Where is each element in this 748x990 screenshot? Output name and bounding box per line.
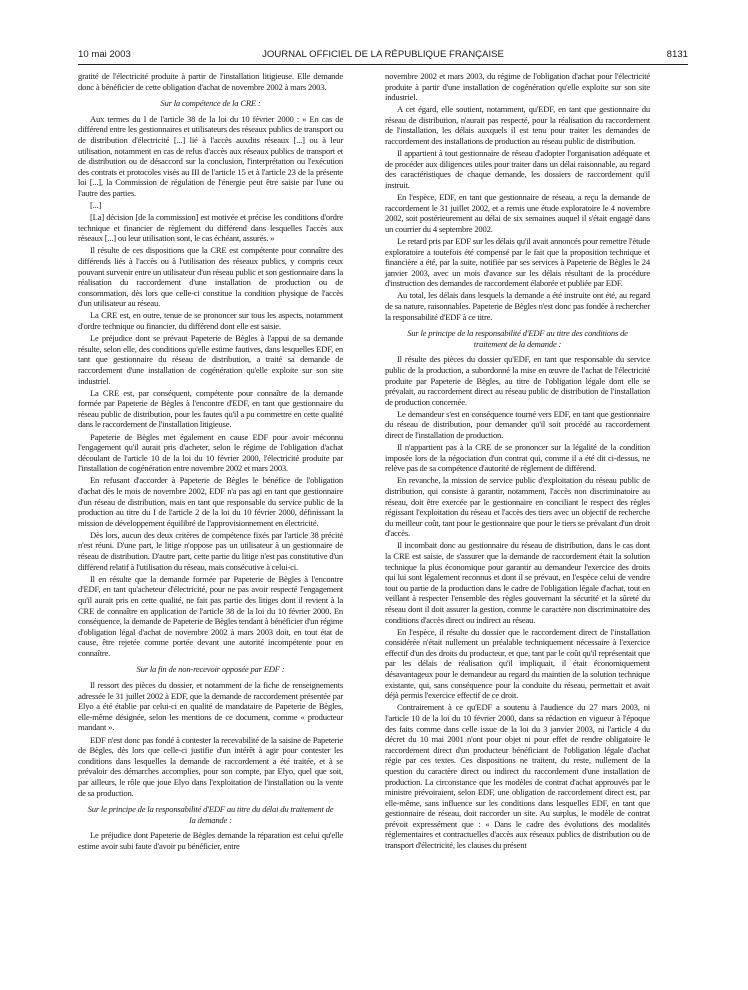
paragraph: Aux termes du I de l'article 38 de la loi du 10 février 2000 : « En cas de différend entre les gestionnaires et utilisateurs des réseaux publics de transport ou de distribution d'électricité [...] lié à l'accès auxdits réseaux [...] ou à leur utilisation, notamment en cas de refus d'accès aux réseaux publics de transport et de distribution ou de désaccord sur la conclusion, l'interprétation ou l'exécution des contrats et protocoles visés au III de l'article 15 et à l'article 23 de la présente loi [...], la Commission de régulation de l'énergie peut être saisie par l'une ou l'autre des parties.	[78, 113, 343, 198]
paragraph: Papeterie de Bègles met également en cause EDF pour avoir méconnu l'engagement qu'il aurait pris d'acheter, selon le régime de l'obligation d'achat découlant de l'article 10 de la loi du 10 février 2000, l'électricité produite par l'installation de cogénération entre novembre 2002 et mars 2003.	[78, 431, 343, 474]
section-heading: Sur le principe de la responsabilité d'EDF au titre des conditions de traitement de la demande :	[407, 328, 628, 349]
paragraph: Contrairement à ce qu'EDF a soutenu à l'audience du 27 mars 2003, ni l'article 10 de la loi du 10 février 2000, dans sa rédaction en vigueur à l'époque des faits comme dans celle issue de la loi du 3 janvier 2003, ni l'article 4 du décret du 10 mai 2001 n'ont pour objet ni pour effet de rendre obligatoire le raccordement direct d'un producteur bénéficiant de l'obligation légale d'achat régie par ces textes. Ces dispositions ne traitent, du reste, nullement de la question du caractère direct ou indirect du raccordement d'une installation de production. La circonstance que les modèles de contrat d'achat approuvés par le ministre prévoiraient, selon EDF, une obligation de raccordement direct est, par elle-même, sans influence sur les conditions dans lesquelles EDF, en tant que gestionnaire de réseau, doit raccorder un site. Au surplus, le modèle de contrat prévoit expressément que : « Dans le cadre des évolutions des modalités réglementaires et contractuelles d'accès aux réseaux publics de distribution ou de transport d'électricité, les clauses du présent	[385, 702, 650, 851]
paragraph: Le demandeur s'est en conséquence tourné vers EDF, en tant que gestionnaire du réseau de distribution, pour demander qu'il soit procédé au raccordement direct de l'installation de production.	[385, 408, 650, 440]
paragraph: gratité de l'électricité produite à partir de l'installation litigieuse. Elle demande donc à bénéficier de cette obligation d'achat de novembre 2002 à mars 2003.	[78, 71, 343, 92]
paragraph: Dès lors, aucun des deux critères de compétence fixés par l'article 38 précité n'est réuni. D'une part, le litige n'oppose pas un utilisateur à un gestionnaire de réseau de distribution. D'autre part, cette partie du litige n'est pas constitutive d'un différend relatif à l'utilisation du réseau, mais consécutive à celui-ci.	[78, 529, 343, 572]
running-header	[78, 48, 688, 62]
paragraph: Il n'appartient pas à la CRE de se prononcer sur la légalité de la condition imposée lors de la négociation d'un contrat qui, comme il a été dit ci-dessus, ne relève pas de sa compétence d'autorité de règlement de différend.	[385, 442, 650, 474]
paragraph: [La] décision [de la commission] est motivée et précise les conditions d'ordre technique et financier de règlement du différend dans lesquelles l'accès aux réseaux [...] ou leur utilisation sont, le cas échéant, assurés. »	[78, 212, 343, 244]
paragraph: Le préjudice dont Papeterie de Bègles demande la réparation est celui qu'elle estime avoir subi faute d'avoir pu bénéficier, entre	[78, 830, 343, 851]
right-text-column	[385, 71, 650, 852]
paragraph: Il ressort des pièces du dossier, et notamment de la fiche de renseignements adressée le 31 juillet 2002 à EDF, que la demande de raccordement présentée par Elyo a été établie par celui-ci en qualité de mandataire de Papeterie de Bègles, elle-même désignée, selon les mentions de ce document, comme « producteur mandant ».	[78, 680, 343, 733]
paragraph: Le retard pris par EDF sur les délais qu'il avait annoncés pour remettre l'étude exploratoire a toutefois été compensé par le fait que la proposition technique et financière a été, par la suite, notifiée par ses services à Papeterie de Bègles le 24 janvier 2003, avec un mois d'avance sur les délais résultant de la procédure d'instruction des demandes de raccordement élaborée et publiée par EDF.	[385, 235, 650, 289]
header-page-number: 8131	[666, 49, 688, 60]
header-rule	[78, 64, 688, 65]
paragraph: En l'espèce, EDF, en tant que gestionnaire de réseau, a reçu la demande de raccordement le 31 juillet 2002, et a remis une étude exploratoire le 4 novembre 2002, soit postérieurement au délai de six semaines auquel il s'était engagé dans un courrier du 4 septembre 2002.	[385, 192, 650, 234]
paragraph: La CRE est, en outre, tenue de se prononcer sur tous les aspects, notamment d'ordre technique ou financier, du différend dont elle est saisie.	[78, 310, 343, 332]
paragraph: En revanche, la mission de service public d'exploitation du réseau public de distribution, qui consiste à garantir, notamment, l'accès non discriminatoire au réseau, doit être exercée par le gestionnaire en conciliant le respect des règles régissant l'exploitation du réseau et l'accès des tiers avec un objectif de recherche du meilleur coût, tant pour le gestionnaire que pour le tiers se prévalant d'un droit d'accès.	[385, 475, 650, 539]
paragraph: En refusant d'accorder à Papeterie de Bègles le bénéfice de l'obligation d'achat dès le mois de novembre 2002, EDF n'a pas agi en tant que gestionnaire d'un réseau de distribution, mais en tant que responsable du service public de la production au titre du I de l'article 2 de la loi du 10 février 2000, définissant la mission de développement équilibré de l'approvisionnement en électricité.	[78, 475, 343, 528]
paragraph: [...]	[90, 200, 102, 211]
paragraph: Le préjudice dont se prévaut Papeterie de Bègles à l'appui de sa demande résulte, selon elle, des conditions qu'elle estime fautives, dans lesquelles EDF, en tant que gestionnaire du réseau de distribution, a traité sa demande de raccordement d'une installation de cogénération qu'elle exploite sur son site industriel.	[78, 333, 343, 386]
paragraph: Il appartient à tout gestionnaire de réseau d'adopter l'organisation adéquate et de procéder aux diligences utiles pour traiter dans un délai raisonnable, au regard des caractéristiques de chaque demande, les dossiers de raccordement qu'il instruit.	[385, 148, 650, 190]
header-journal-title: JOURNAL OFFICIEL DE LA RÉPUBLIQUE FRANÇAISE	[262, 49, 504, 60]
paragraph: La CRE est, par conséquent, compétente pour connaître de la demande formée par Papeterie de Bègles à l'encontre d'EDF, en tant que gestionnaire du réseau public de distribution, pour les fautes qu'il a pu commettre en cette qualité dans le raccordement de l'installation litigieuse.	[78, 387, 343, 430]
paragraph: Il résulte de ces dispositions que la CRE est compétente pour connaître des différends liés à l'accès ou à l'utilisation des réseaux publics, y compris ceux pouvant survenir entre un utilisateur d'un réseau public et son gestionnaire dans la réalisation du raccordement d'une installation de production ou de consommation, dès lors que celle-ci constitue la condition physique de l'accès d'un utilisateur au réseau.	[78, 245, 343, 309]
section-heading: Sur la fin de non-recevoir opposée par EDF :	[136, 664, 285, 675]
section-heading: Sur le principe de la responsabilité d'EDF au titre du délai du traitement de la demande :	[87, 804, 334, 825]
left-text-column	[78, 71, 343, 853]
paragraph: Il en résulte que la demande formée par Papeterie de Bègles à l'encontre d'EDF, en tant qu'acheteur d'électricité, pour ne pas avoir respecté l'engagement qu'il aurait pris en cette qualité, ne fait pas partie des litiges dont il revient à la CRE de connaître en application de l'article 38 de la loi du 10 février 2000. En conséquence, la demande de Papeterie de Bègles tendant à bénéficier d'un régime d'obligation légal d'achat de novembre 2002 à mars 2003 doit, en tout état de cause, être rejetée comme portée devant une autorité incompétente pour en connaître.	[78, 573, 343, 658]
paragraph: En l'espèce, il résulte du dossier que le raccordement direct de l'installation considérée n'était nullement un préalable techniquement nécessaire à l'exercice effectif d'un des droits du producteur, et que, tant par le coût qu'il représentait que par les délais de réalisation qu'il impliquait, il était économiquement désavantageux pour le demandeur au regard du maintien de la solution technique existante, qui, sans conséquence pour la conduite du réseau, permettait et avait déjà permis l'exercice effectif de ce droit.	[385, 626, 650, 701]
paragraph: EDF n'est donc pas fondé à contester la recevabilité de la saisine de Papeterie de Bègles, dès lors que celle-ci justifie d'un intérêt à agir pour contester les conditions dans lesquelles la demande de raccordement a été traitée, et à se prévaloir des démarches accomplies, pour son compte, par Elyo, quel que soit, par ailleurs, le rôle que joue Elyo dans l'exploitation de l'installation ou la vente de sa production.	[78, 734, 343, 798]
header-date: 10 mai 2003	[78, 49, 131, 60]
paragraph: novembre 2002 et mars 2003, du régime de l'obligation d'achat pour l'électricité produite à partir d'une installation de cogénération qu'elle exploite sur son site industriel.	[385, 71, 650, 103]
section-heading: Sur la compétence de la CRE :	[160, 98, 261, 109]
paragraph: Il incombait donc au gestionnaire du réseau de distribution, dans le cas dont la CRE est saisie, de s'assurer que la demande de raccordement était la solution technique la plus économique pour garantir au demandeur l'exercice des droits qui lui sont légalement reconnus et dont il se prévaut, en l'espèce celui de vendre tout ou partie de la production dans le cadre de l'obligation légale d'achat, tout en veillant à respecter l'ensemble des règles gouvernant la sécurité et la sûreté du réseau dont il doit assurer la gestion, comme le caractère non discriminatoire des conditions d'accès direct ou indirect au réseau.	[385, 540, 650, 625]
paragraph: Il résulte des pièces du dossier qu'EDF, en tant que responsable du service public de la production, a subordonné la mise en œuvre de l'achat de l'électricité produite par Papeterie de Bègles, au titre de l'obligation légale dont elle se prévalait, au raccordement direct au réseau public de distribution de l'installation de production concernée.	[385, 354, 650, 407]
paragraph: Au total, les délais dans lesquels la demande a été instruite ont été, au regard de sa nature, raisonnables. Papeterie de Bègles n'est donc pas fondée à rechercher la responsabilité d'EDF à ce titre.	[385, 290, 650, 322]
paragraph: A cet égard, elle soutient, notamment, qu'EDF, en tant que gestionnaire du réseau de distribution, n'aurait pas respecté, pour la réalisation du raccordement de l'installation, les délais auxquels il est tenu pour traiter les demandes de raccordement des installations de production au réseau public de distribution.	[385, 104, 650, 147]
